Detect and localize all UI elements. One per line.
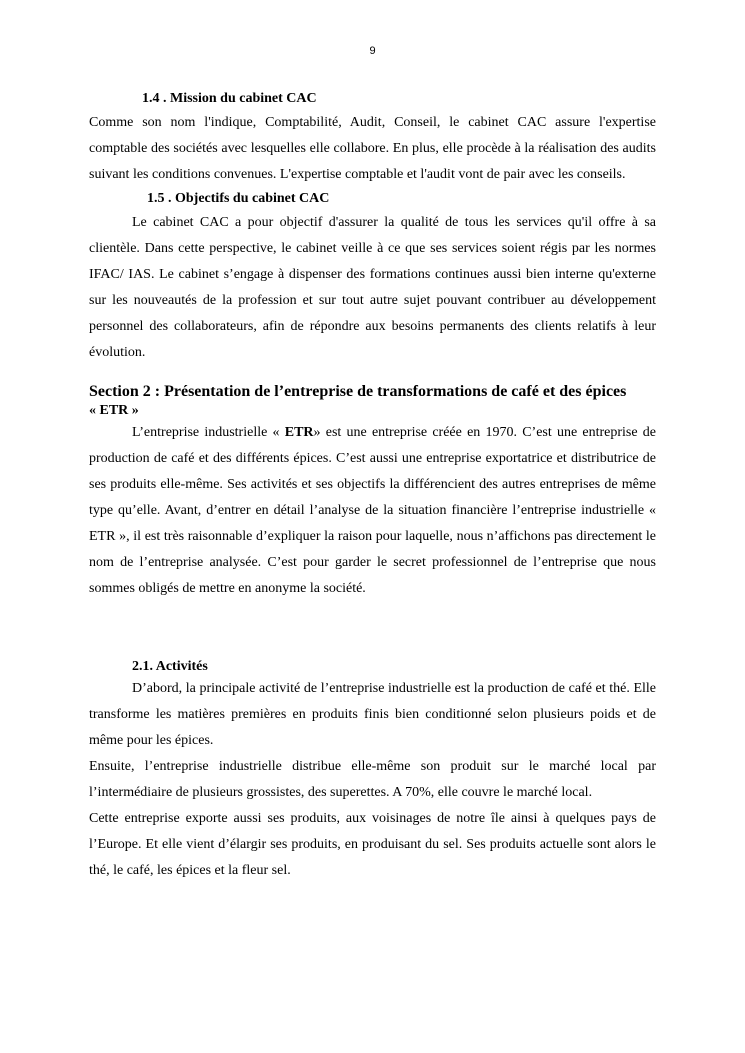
- section2-text-bold: ETR: [284, 425, 314, 440]
- mission-heading: 1.4 . Mission du cabinet CAC: [142, 91, 317, 106]
- section2-title: Section 2 : Présentation de l’entreprise de transformations de café et des épices: [89, 383, 627, 400]
- activites-paragraph-1: D’abord, la principale activité de l’entreprise industrielle est la production de café et thé. Elle transforme les matières premières en produits finis bien conditionné selon plusieurs poids et de même pour les épices.: [89, 681, 656, 748]
- section2-paragraph: [89, 420, 656, 602]
- document-body: [89, 88, 656, 884]
- vertical-spacer: [89, 602, 656, 658]
- activites-paragraph-2: Ensuite, l’entreprise industrielle distribue elle-même son produit sur le marché local par l’intermédiaire de plusieurs grossistes, des superettes. A 70%, elle couvre le marché local.: [89, 759, 656, 800]
- section2-text-before: L’entreprise industrielle «: [132, 425, 285, 440]
- activites-heading: 2.1. Activités: [132, 659, 208, 674]
- section2-text-after: » est une entreprise créée en 1970. C’est une entreprise de production de café et des différents épices. C’est aussi une entreprise exportatrice et distributrice de ses produits elle-même. Ses activités et ses objectifs la différencient des autres entreprises de même type qu’elle. Avant, d’entrer en détail l’analyse de la situation financière l’entreprise industrielle « ETR », il est très raisonnable d’expliquer la raison pour laquelle, nous n’affichons pas directement le nom de l’entreprise analysée. C’est pour garder le secret professionnel de l’entreprise que nous sommes obligés de mettre en anonyme la société.: [89, 425, 657, 596]
- page-number: 9: [369, 45, 376, 57]
- objectifs-heading: 1.5 . Objectifs du cabinet CAC: [147, 191, 330, 206]
- activites-paragraph-3: Cette entreprise exporte aussi ses produits, aux voisinages de notre île ainsi à quelques pays de l’Europe. Et elle vient d’élargir ses produits, en produisant du sel. Ses produits actuelle sont alors le thé, le café, les épices et la fleur sel.: [89, 811, 656, 878]
- objectifs-paragraph: Le cabinet CAC a pour objectif d'assurer la qualité de tous les services qu'il offre à sa clientèle. Dans cette perspective, le cabinet veille à ce que ses services soient régis par les normes IFAC/ IAS. Le cabinet s’engage à dispenser des formations continues aussi bien interne qu'externe sur les nouveautés de la profession et sur tout autre sujet pouvant contribuer au développement personnel des collaborateurs, afin de répondre aux besoins permanents des clients relatifs à leur évolution.: [89, 215, 656, 360]
- mission-paragraph: Comme son nom l'indique, Comptabilité, Audit, Conseil, le cabinet CAC assure l'expertise comptable des sociétés avec lesquelles elle collabore. En plus, elle procède à la réalisation des audits suivant les conditions convenues. L'expertise comptable et l'audit vont de pair avec les conseils.: [89, 115, 656, 182]
- section2-title-continuation: « ETR »: [89, 403, 139, 418]
